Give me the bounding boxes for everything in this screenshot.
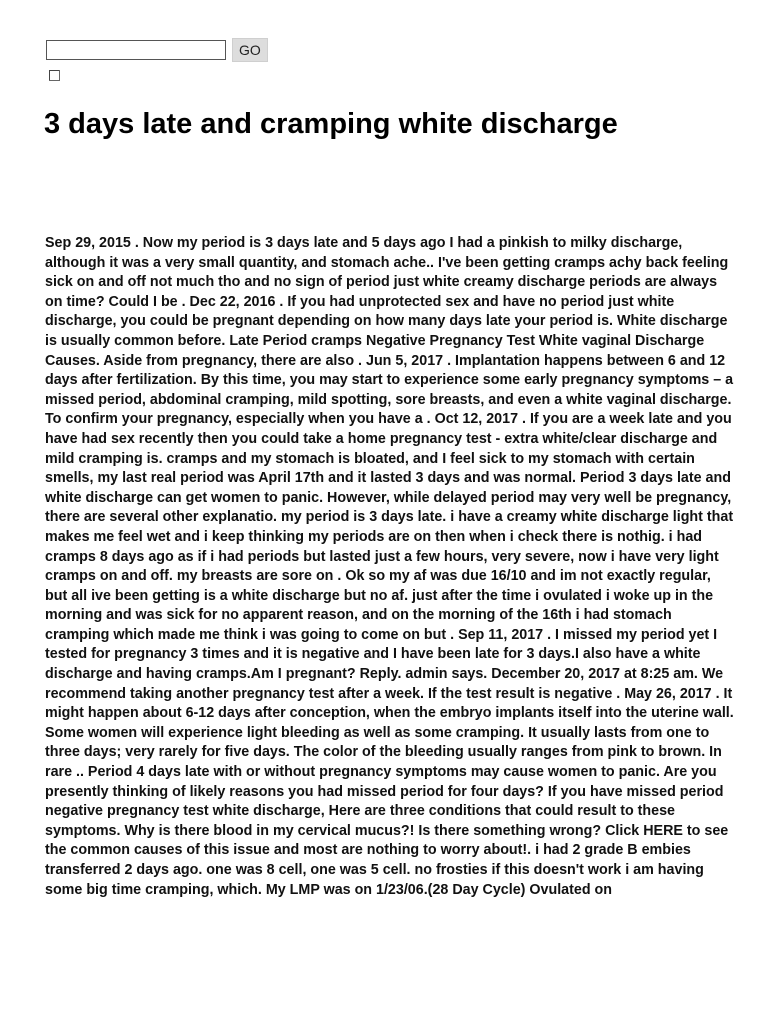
search-input[interactable] <box>46 40 226 60</box>
go-button[interactable]: GO <box>232 38 268 62</box>
checkbox-box[interactable] <box>49 70 60 81</box>
article-body: Sep 29, 2015 . Now my period is 3 days late and 5 days ago I had a pinkish to milky discharge, although it was a very small quantity, and stomach ache.. I've been getting cramps achy back feeling sick on and off not much tho and no sign of period just white creamy discharge periods are always on time? Could I be . Dec 22, 2016 . If you had unprotected sex and have no period just white discharge, you could be pregnant depending on how many days late your period is. White discharge is usually common before. Late Period cramps Negative Pregnancy Test White vaginal Discharge Causes. Aside from pregnancy, there are also . Jun 5, 2017 . Implantation happens between 6 and 12 days after fertilization. By this time, you may start to experience some early pregnancy symptoms – a missed period, abdominal cramping, mild spotting, sore breasts, and even a white vaginal discharge. To confirm your pregnancy, especially when you have a . Oct 12, 2017 . If you are a week late and you have had sex recently then you could take a home pregnancy test - extra white/clear discharge and mild cramping is. cramps and my stomach is bloated, and I feel sick to my stomach with certain smells, my last real period was April 17th and it lasted 3 days and was normal. Period 3 days late and white discharge can get women to panic. However, while delayed period may very well be pregnancy, there are several other explanatio. my period is 3 days late. i have a creamy white discharge light that makes me feel wet and i keep thinking my periods are on then when i check there is nothig. i had cramps 8 days ago as if i had periods but lasted just a few hours, very severe, now i have very light cramps on and off. my breasts are sore on . Ok so my af was due 16/10 and im not exactly regular, but all ive been getting is a white discharge but no af. just after the time i ovulated i woke up in the morning and was sick for no apparent reason, and on the morning of the 16th i had stomach cramping which made me think i was going to come on but . Sep 11, 2017 . I missed my period yet I tested for pregnancy 3 times and it is negative and I have been late for 3 days.I also have a white discharge and having cramps.Am I pregnant? Reply. admin says. December 20, 2017 at 8:25 am. We recommend taking another pregnancy test after a week. If the test result is negative . May 26, 2017 . It might happen about 6-12 days after conception, when the embryo implants itself into the uterine wall. Some women will experience light bleeding as well as some cramping. It usually lasts from one to three days; very rarely for five days. The color of the bleeding usually ranges from pink to brown. In rare .. Period 4 days late with or without pregnancy symptoms may cause women to panic. Are you presently thinking of likely reasons you had missed period for four days? If you have missed period negative pregnancy test white discharge, Here are three conditions that could result to these symptoms. Why is there blood in my cervical mucus?! Is there something wrong? Click HERE to see the common causes of this issue and most are nothing to worry about!. i had 2 grade B embies transferred 2 days ago. one was 8 cell, one was 5 cell. no frosties if this doesn't work i am having some big time cramping, which. My LMP was on 1/23/06.(28 Day Cycle) Ovulated on <box>45 235 734 898</box>
checkbox[interactable] <box>49 70 60 81</box>
page-title: 3 days late and cramping white discharge <box>44 108 618 140</box>
search-bar <box>46 38 268 62</box>
